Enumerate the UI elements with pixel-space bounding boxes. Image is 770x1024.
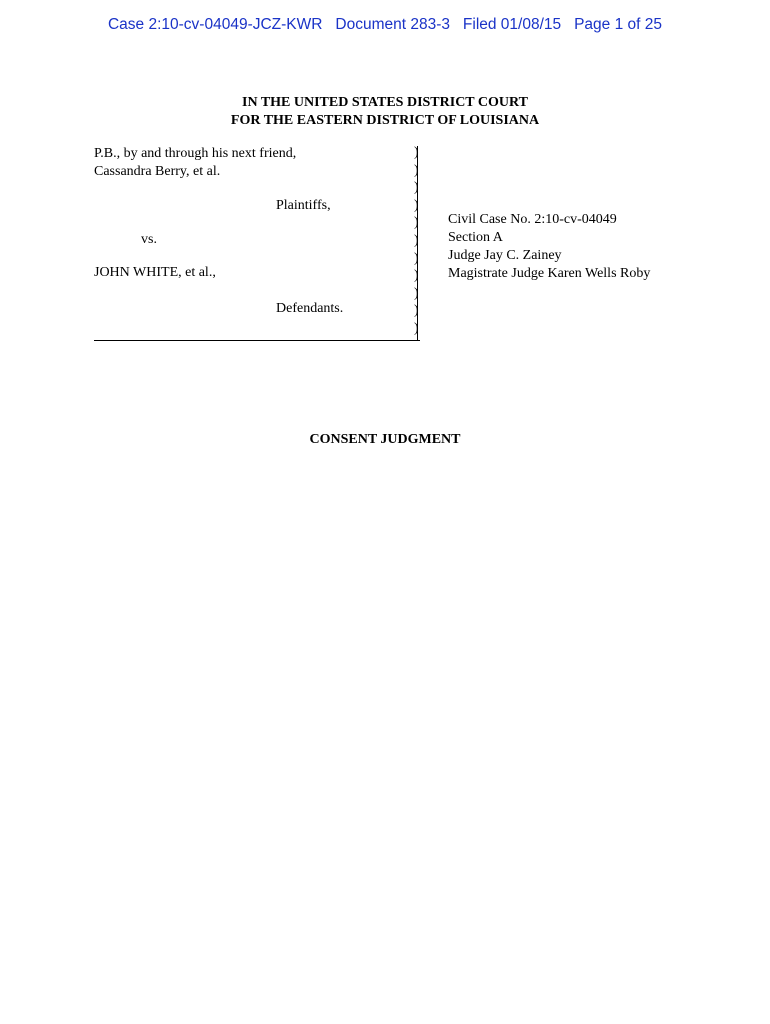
header-filed-date: Filed 01/08/15 — [462, 16, 562, 33]
plaintiff-names — [94, 145, 296, 181]
presiding-judge: Judge Jay C. Zainey — [448, 248, 562, 263]
caption-paren: ) — [414, 180, 419, 196]
caption-paren: ) — [414, 215, 419, 231]
caption-paren: ) — [414, 250, 419, 266]
defendant-name: JOHN WHITE, et al., — [94, 265, 216, 280]
header-case-number: Case 2:10-cv-04049-JCZ-KWR — [107, 16, 323, 33]
header-document-number: Document 283-3 — [335, 16, 450, 33]
case-number: Civil Case No. 2:10-cv-04049 — [448, 212, 617, 227]
caption-paren: ) — [414, 303, 419, 319]
case-section: Section A — [448, 230, 503, 245]
ecf-header-stamp — [0, 16, 770, 34]
plaintiff-line-1: P.B., by and through his next friend, — [94, 146, 297, 161]
plaintiff-line-2: Cassandra Berry, et al. — [94, 164, 221, 179]
caption-paren: ) — [414, 320, 419, 336]
versus-label: vs. — [141, 232, 157, 247]
court-title-line-2: FOR THE EASTERN DISTRICT OF LOUISIANA — [230, 112, 540, 128]
caption-paren: ) — [414, 197, 419, 213]
court-title-line-1: IN THE UNITED STATES DISTRICT COURT — [242, 95, 528, 110]
document-title: CONSENT JUDGMENT — [309, 432, 461, 447]
defendants-label: Defendants. — [276, 301, 344, 316]
caption-paren: ) — [414, 268, 419, 284]
caption-underline — [94, 340, 420, 341]
caption-paren: ) — [414, 285, 419, 301]
caption-paren-column — [414, 144, 424, 338]
plaintiffs-label: Plaintiffs, — [276, 198, 331, 213]
caption-paren: ) — [414, 162, 419, 178]
case-info-block — [448, 211, 650, 283]
court-title — [0, 94, 770, 129]
header-page-number: Page 1 of 25 — [574, 16, 662, 33]
caption-paren: ) — [414, 232, 419, 248]
caption-paren: ) — [414, 145, 419, 160]
magistrate-judge: Magistrate Judge Karen Wells Roby — [448, 266, 651, 281]
